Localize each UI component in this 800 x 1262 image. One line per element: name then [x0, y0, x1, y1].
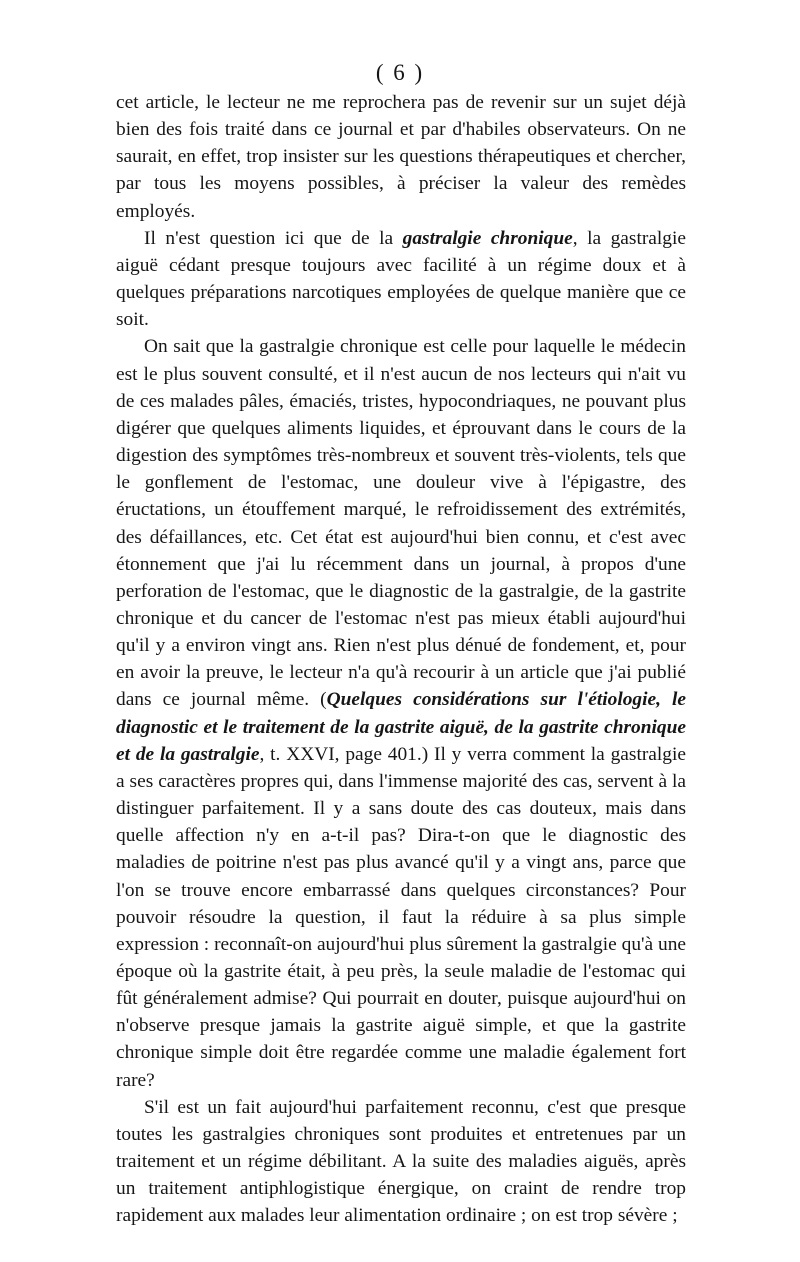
body-text — [116, 89, 686, 1230]
paragraph — [116, 1094, 686, 1230]
text-segment: , la gastralgie aiguë cédant presque toujours avec facilité à un régime doux et à quelques préparations narcotiques employées de quelque manière que ce soit. — [116, 227, 686, 331]
article-title-citation: Quelques considérations sur l'étiologie, le diagnostic et le traitement de la gastrite aiguë, de la gastrite chronique et de la gastralgie — [116, 689, 686, 765]
text-segment: cet article, le lecteur ne me reprochera pas de revenir sur un sujet déjà bien des fois traité dans ce journal et par d'habiles observateurs. On ne saurait, en effet, trop insister sur les questions thérapeutiques et chercher, par tous les moyens possibles, à préciser la valeur des remèdes employés. — [116, 92, 686, 222]
text-segment: S'il est un fait aujourd'hui parfaitement reconnu, c'est que presque toutes les gastralgies chroniques sont produites et entretenues par un traitement et un régime débilitant. A la suite des maladies aiguës, après un traitement antiphlogistique énergique, on craint de rendre trop rapidement aux malades leur alimentation ordinaire ; on est trop sévère ; — [116, 1096, 686, 1227]
paragraph — [116, 333, 686, 1093]
text-segment: Il n'est question ici que de la — [144, 227, 403, 249]
paragraph — [116, 89, 686, 225]
emphasis-term: gastralgie chronique — [402, 227, 573, 249]
paragraph — [116, 225, 686, 334]
text-segment: , t. XXVI, page 401.) Il y verra comment la gastralgie a ses caractères propres qui, dans l'immense majorité des cas, servent à la distinguer parfaitement. Il y a sans doute des cas douteux, mais dans quelle affection n'y en a-t-il pas? Dira-t-on que le diagnostic des maladies de poitrine n'est pas plus avancé qu'il y a vingt ans, parce que l'on se trouve encore embarrassé dans quelques circonstances? Pour pouvoir résoudre la question, il faut la réduire à sa plus simple expression : reconnaît-on aujourd'hui plus sûrement la gastralgie qu'à une époque où la gastrite était, à peu près, la seule maladie de l'estomac qui fût généralement admise? Qui pourrait en douter, puisque aujourd'hui on n'observe presque jamais la gastrite aiguë simple, et que la gastrite chronique simple doit être regardée comme une maladie également fort rare? — [116, 743, 686, 1091]
text-segment: On sait que la gastralgie chronique est celle pour laquelle le médecin est le plus souvent consulté, et il n'est aucun de nos lecteurs qui n'ait vu de ces malades pâles, émaciés, tristes, hypocondriaques, ne pouvant plus digérer que quelques aliments liquides, et éprouvant dans le cours de la digestion des symptômes très-nombreux et souvent très-violents, tels que le gonflement de l'estomac, une douleur vive à l'épigastre, des éructations, un étouffement marqué, le refroidissement des extrémités, des défaillances, etc. Cet état est aujourd'hui bien connu, et c'est avec étonnement que j'ai lu récemment dans un journal, à propos d'une perforation de l'estomac, que le diagnostic de la gastralgie, de la gastrite chronique et du cancer de l'estomac n'est pas mieux établi aujourd'hui qu'il y a environ vingt ans. Rien n'est plus dénué de fondement, et, pour en avoir la preuve, le lecteur n'a qu'à recourir à un article que j'ai publié dans ce journal même. ( — [116, 336, 686, 711]
page-number: ( 6 ) — [375, 60, 425, 85]
